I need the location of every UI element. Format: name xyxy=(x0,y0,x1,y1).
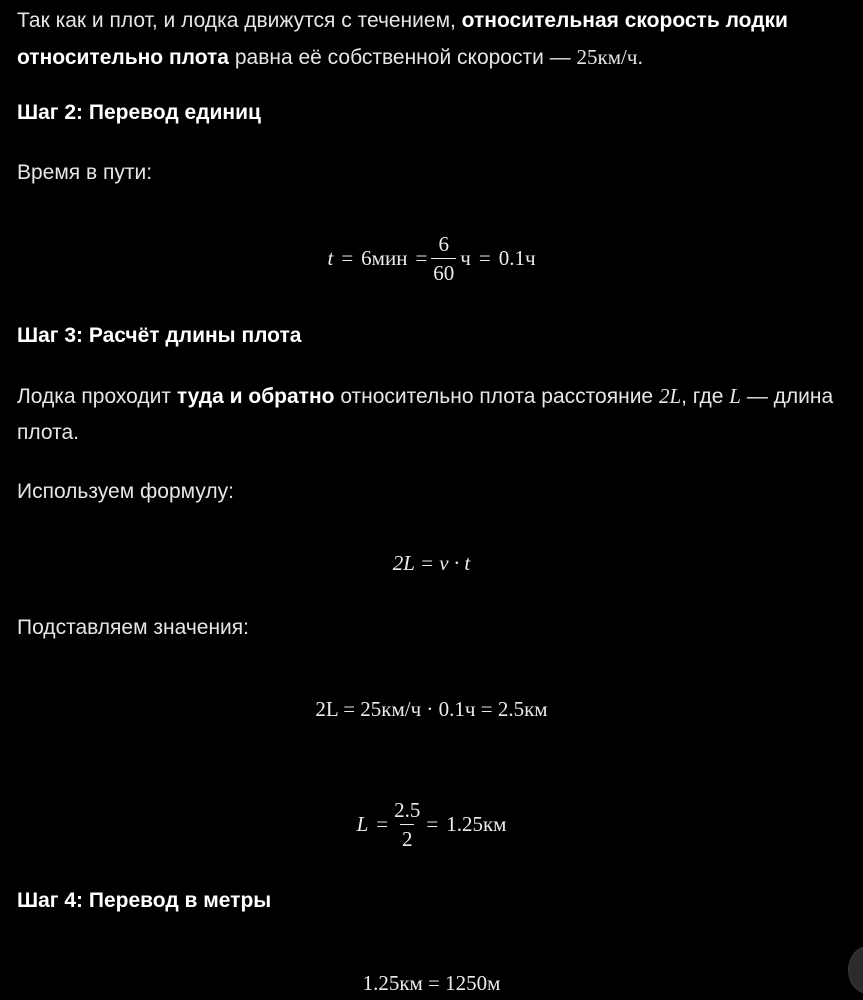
intro-bold: относительная скорость лодки относительно плота xyxy=(17,9,788,69)
meters-formula: 1.25км = 1250м xyxy=(362,970,501,995)
step3-text-3: , где xyxy=(681,385,730,408)
fraction-denominator: 60 xyxy=(431,258,456,284)
intro-paragraph xyxy=(17,3,859,76)
eq-sign: = xyxy=(415,245,428,270)
step2-heading: Шаг 2: Перевод единиц xyxy=(17,101,261,124)
time-minutes: 6мин xyxy=(361,245,408,270)
intro-text-3: . xyxy=(637,46,644,69)
distance-formula: 2L = v · t xyxy=(392,550,471,575)
length-fraction xyxy=(392,799,422,850)
time-unit: ч xyxy=(460,245,471,270)
fraction-denominator: 2 xyxy=(400,824,415,850)
speed-math: 25км/ч xyxy=(576,45,638,69)
intro-text-1: Так как и плот, и лодка движутся с течением, xyxy=(17,9,462,32)
formula-intro: Используем формулу: xyxy=(17,480,234,503)
length-math: L xyxy=(729,384,741,408)
substitute-label: Подставляем значения: xyxy=(17,616,249,639)
step3-paragraph xyxy=(17,378,859,451)
length-result: 1.25км xyxy=(446,811,507,836)
step3-text-1: Лодка проходит xyxy=(17,385,177,408)
step3-bold: туда и обратно xyxy=(176,385,335,408)
step2-label: Время в пути: xyxy=(17,161,153,184)
fraction-numerator: 6 xyxy=(438,231,450,256)
time-formula xyxy=(0,232,863,284)
step3-text-2: относительно плота расстояние xyxy=(334,385,659,408)
eq-sign: = xyxy=(376,811,389,836)
intro-text-2: равна её собственной скорости — xyxy=(229,46,577,69)
eq-sign: = xyxy=(426,811,439,836)
step4-heading: Шаг 4: Перевод в метры xyxy=(17,889,272,912)
fraction-numerator: 2.5 xyxy=(394,797,421,822)
step3-text-4: — длина плота. xyxy=(17,385,834,444)
eq-sign: = xyxy=(478,245,491,270)
time-var: t xyxy=(327,245,334,270)
length-formula xyxy=(0,796,863,852)
distance-math: 2L xyxy=(658,384,682,408)
time-fraction xyxy=(431,233,456,284)
length-var: L xyxy=(356,811,369,836)
substitution-formula: 2L = 25км/ч · 0.1ч = 2.5км xyxy=(315,696,548,721)
time-result: 0.1ч xyxy=(498,245,536,270)
eq-sign: = xyxy=(341,245,354,270)
step3-heading: Шаг 3: Расчёт длины плота xyxy=(17,324,302,347)
